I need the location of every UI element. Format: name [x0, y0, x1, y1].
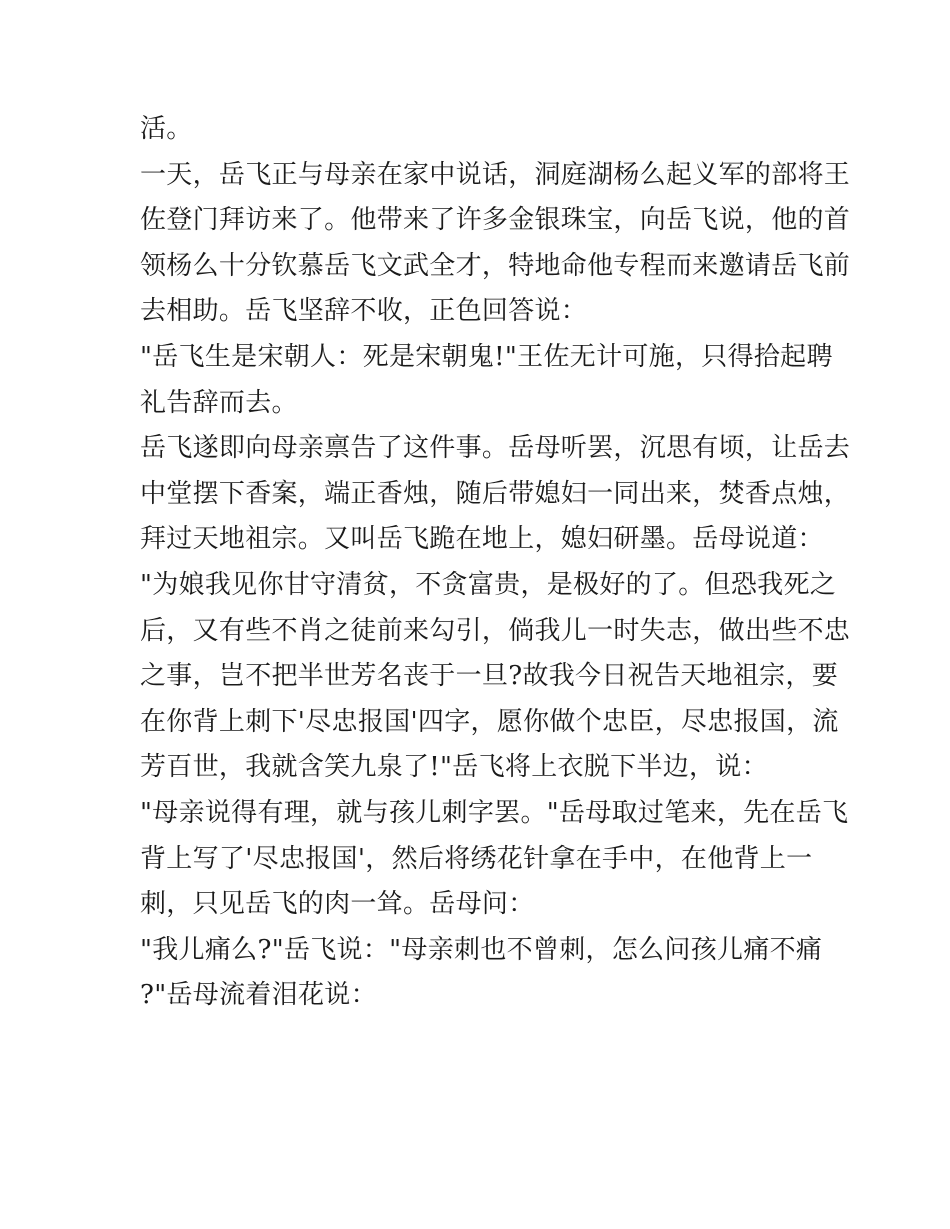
- text-line: "母亲说得有理，就与孩儿刺字罢。"岳母取过笔来，先在岳飞: [140, 797, 849, 828]
- text-line: 佐登门拜访来了。他带来了许多金银珠宝，向岳飞说，他的首: [140, 205, 851, 236]
- text-line: 后，又有些不肖之徒前来勾引，倘我儿一时失志，做出些不忠: [140, 615, 851, 646]
- text-line: 礼告辞而去。: [140, 387, 298, 418]
- text-line: 背上写了'尽忠报国'，然后将绣花针拿在手中，在他背上一: [140, 843, 813, 874]
- text-line: 在你背上刺下'尽忠报国'四字，愿你做个忠臣，尽忠报国，流: [140, 706, 839, 737]
- text-line: "为娘我见你甘守清贫，不贪富贵，是极好的了。但恐我死之: [140, 569, 837, 600]
- body-text: [140, 107, 851, 1019]
- text-line: 去相助。岳飞坚辞不收，正色回答说：: [140, 296, 588, 327]
- text-line: 刺，只见岳飞的肉一耸。岳母问：: [140, 889, 535, 920]
- text-line: 拜过天地祖宗。又叫岳飞跪在地上，媳妇研墨。岳母说道：: [140, 524, 824, 555]
- text-line: "岳飞生是宋朝人：死是宋朝鬼!"王佐无计可施，只得拾起聘: [140, 341, 833, 372]
- text-line: 中堂摆下香案，端正香烛，随后带媳妇一同出来，焚香点烛，: [140, 478, 851, 509]
- text-line: 岳飞遂即向母亲禀告了这件事。岳母听罢，沉思有顷，让岳去: [140, 433, 851, 464]
- text-line: ?"岳母流着泪花说：: [140, 980, 377, 1011]
- text-line: 一天，岳飞正与母亲在家中说话，洞庭湖杨么起义军的部将王: [140, 159, 851, 190]
- text-line: 活。: [140, 114, 193, 144]
- text-line: 之事，岂不把半世芳名丧于一旦?故我今日祝告天地祖宗，要: [140, 661, 839, 692]
- text-line: 芳百世，我就含笑九泉了!"岳飞将上衣脱下半边，说：: [140, 752, 768, 783]
- text-line: 领杨么十分钦慕岳飞文武全才，特地命他专程而来邀请岳飞前: [140, 250, 851, 281]
- text-line: "我儿痛么?"岳飞说："母亲刺也不曾刺，怎么问孩儿痛不痛: [140, 934, 823, 965]
